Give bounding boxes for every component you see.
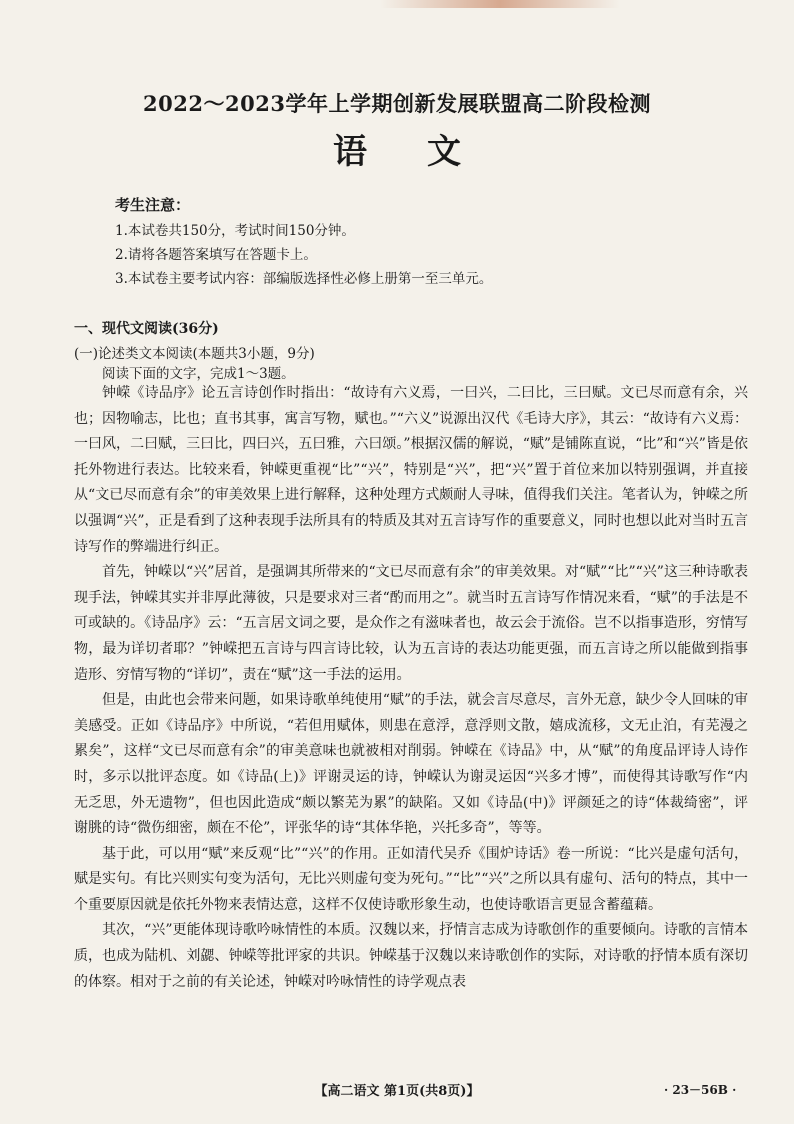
notice-item: 2.请将各题答案填写在答题卡上。 <box>115 247 317 263</box>
passage <box>74 381 748 995</box>
section-heading: 一、现代文阅读(36分) <box>74 321 219 337</box>
passage-paragraph: 基于此，可以用“赋”来反观“比”“兴”的作用。正如清代吴乔《围炉诗话》卷一所说：“比兴是虚句活句，赋是实句。有比兴则实句变为活句，无比兴则虚句变为死句。”“比”“兴”之所以具有虚句、活句的特点，其中一个重要原因就是依托外物来表情达意，这样不仅使诗歌形象生动，也使诗歌语言更显含蓄蕴藉。 <box>74 845 748 913</box>
notice-heading: 考生注意： <box>115 196 191 214</box>
page-footer: 【高二语文 第1页(共8页)】 <box>314 1084 480 1099</box>
reading-instruction: 阅读下面的文字，完成1～3题。 <box>102 366 295 382</box>
subsection-heading: (一)论述类文本阅读(本题共3小题，9分) <box>74 346 315 362</box>
passage-paragraph: 其次，“兴”更能体现诗歌吟咏情性的本质。汉魏以来，抒情言志成为诗歌创作的重要倾向。诗歌的言情本质，也成为陆机、刘勰、钟嵘等批评家的共识。钟嵘基于汉魏以来诗歌创作的实际，对诗歌的抒情本质有深切的体察。相对于之前的有关论述，钟嵘对吟咏情性的诗学观点表 <box>74 922 748 990</box>
passage-paragraph: 首先，钟嵘以“兴”居首，是强调其所带来的“文已尽而意有余”的审美效果。对“赋”“比”“兴”这三种诗歌表现手法，钟嵘其实并非厚此薄彼，只是要求对三者“酌而用之”。就当时五言诗写作情况来看，“赋”的手法是不可或缺的。《诗品序》云：“五言居文词之要，是众作之有滋味者也，故云会于流俗。岂不以指事造形，穷情写物，最为详切者耶？”钟嵘把五言诗与四言诗比较，认为五言诗的表达功能更强，而五言诗之所以能做到指事造形、穷情写物的“详切”，责在“赋”这一手法的运用。 <box>74 564 748 683</box>
paper-code: · 23－56B · <box>664 1083 737 1097</box>
subject-title: 语文 <box>333 132 521 172</box>
scan-smudge <box>380 0 620 8</box>
exam-title: 2022～2023学年上学期创新发展联盟高二阶段检测 <box>143 91 651 116</box>
notice-item: 1.本试卷共150分，考试时间150分钟。 <box>115 223 355 239</box>
passage-paragraph: 但是，由此也会带来问题，如果诗歌单纯使用“赋”的手法，就会言尽意尽，言外无意，缺少令人回味的审美感受。正如《诗品序》中所说，“若但用赋体，则患在意浮，意浮则文散，嬉成流移，文无止泊，有芜漫之累矣”，这样“文已尽而意有余”的审美意味也就被相对削弱。钟嵘在《诗品》中，从“赋”的角度品评诗人诗作时，多示以批评态度。如《诗品(上)》评谢灵运的诗，钟嵘认为谢灵运因“兴多才博”，而使得其诗歌写作“内无乏思，外无遗物”，但也因此造成“颇以繁芜为累”的缺陷。又如《诗品(中)》评颜延之的诗“体裁绮密”，评谢朓的诗“微伤细密，颇在不伦”，评张华的诗“其体华艳，兴托多奇”，等等。 <box>74 692 748 837</box>
passage-paragraph: 钟嵘《诗品序》论五言诗创作时指出：“故诗有六义焉，一曰兴，二曰比，三曰赋。文已尽而意有余，兴也；因物喻志，比也；直书其事，寓言写物，赋也。”“六义”说源出汉代《毛诗大序》，其云：“故诗有六义焉：一曰风，二曰赋，三曰比，四曰兴，五曰雅，六曰颂。”根据汉儒的解说，“赋”是铺陈直说，“比”和“兴”皆是依托外物进行表达。比较来看，钟嵘更重视“比”“兴”，特别是“兴”，把“兴”置于首位来加以特别强调，并直接从“文已尽而意有余”的审美效果上进行解释，这种处理方式颇耐人寻味，值得我们关注。笔者认为，钟嵘之所以强调“兴”，正是看到了这种表现手法所具有的特质及其对五言诗写作的重要意义，同时也想以此对当时五言诗写作的弊端进行纠正。 <box>74 385 748 555</box>
notice-item: 3.本试卷主要考试内容：部编版选择性必修上册第一至三单元。 <box>115 271 493 287</box>
